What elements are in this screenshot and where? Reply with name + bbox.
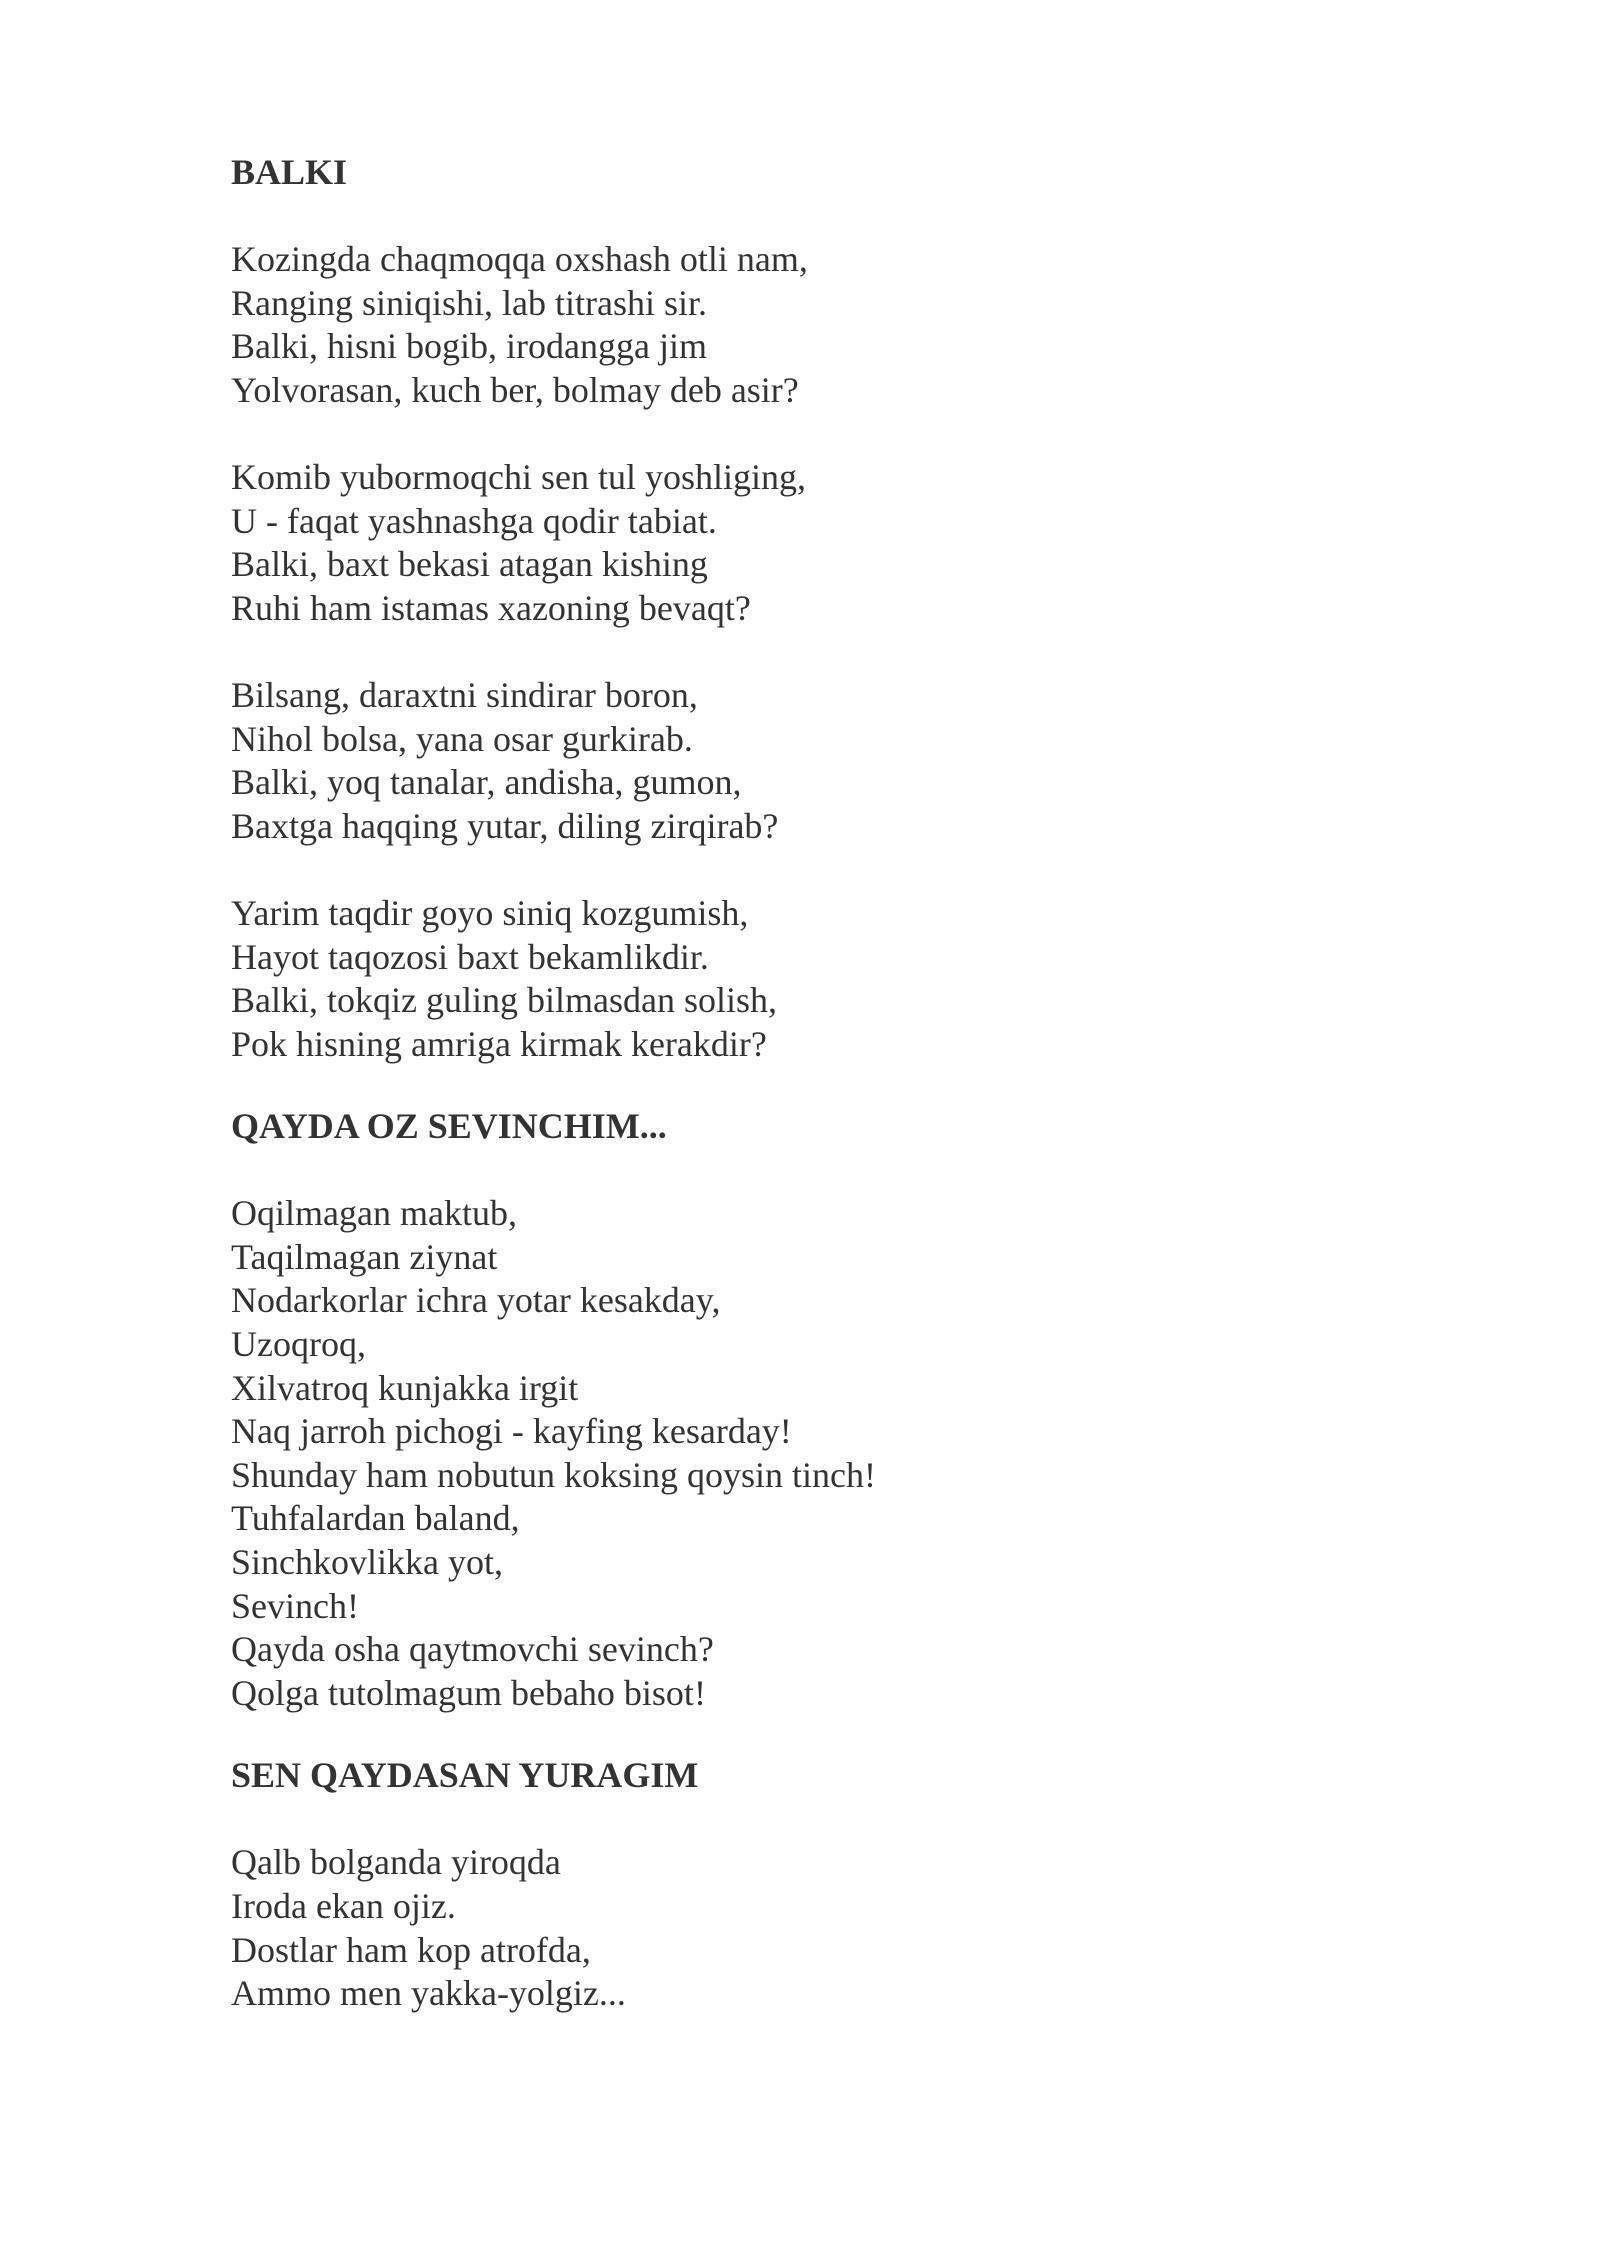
poem-line: Oqilmagan maktub, bbox=[231, 1193, 517, 1234]
poem-line: Balki, tokqiz guling bilmasdan solish, bbox=[231, 980, 777, 1021]
stanza bbox=[231, 674, 1431, 848]
poem-line: Sevinch! bbox=[231, 1585, 359, 1626]
document-page bbox=[231, 150, 1431, 2016]
poem-line: Naq jarroh pichogi - kayfing kesarday! bbox=[231, 1411, 792, 1452]
stanza bbox=[231, 1192, 1431, 1715]
poem-line: Iroda ekan ojiz. bbox=[231, 1886, 456, 1926]
poem-line: Bilsang, daraxtni sindirar boron, bbox=[231, 674, 698, 715]
stanza bbox=[231, 1841, 1431, 2015]
poem-line: Xilvatroq kunjakka irgit bbox=[231, 1367, 579, 1408]
poem-line: Hayot taqozosi baxt bekamlikdir. bbox=[231, 936, 709, 977]
poem-line: Taqilmagan ziynat bbox=[231, 1236, 498, 1277]
poem-title: QAYDA OZ SEVINCHIM... bbox=[231, 1106, 667, 1147]
poem-line: Nodarkorlar ichra yotar kesakday, bbox=[231, 1280, 721, 1321]
poem-line: U - faqat yashnashga qodir tabiat. bbox=[231, 500, 717, 541]
poem-qayda-oz-sevinchim bbox=[231, 1104, 1431, 1715]
poem-line: Qayda osha qaytmovchi sevinch? bbox=[231, 1629, 714, 1670]
poem-line: Ruhi ham istamas xazoning bevaqt? bbox=[231, 587, 751, 628]
poem-line: Komib yubormoqchi sen tul yoshliging, bbox=[231, 456, 806, 497]
stanza bbox=[231, 238, 1431, 412]
poem-line: Kozingda chaqmoqqa oxshash otli nam, bbox=[231, 239, 808, 279]
poem-line: Sinchkovlikka yot, bbox=[231, 1542, 503, 1583]
poem-line: Shunday ham nobutun koksing qoysin tinch! bbox=[231, 1454, 876, 1495]
poem-line: Pok hisning amriga kirmak kerakdir? bbox=[231, 1023, 767, 1064]
poem-line: Dostlar ham kop atrofda, bbox=[231, 1929, 591, 1970]
stanza bbox=[231, 892, 1431, 1066]
poem-line: Ammo men yakka-yolgiz... bbox=[231, 1973, 626, 2014]
poem-line: Qalb bolganda yiroqda bbox=[231, 1842, 561, 1883]
stanza bbox=[231, 456, 1431, 630]
poem-line: Uzoqroq, bbox=[231, 1324, 366, 1365]
poem-line: Baxtga haqqing yutar, diling zirqirab? bbox=[231, 805, 779, 846]
poem-line: Qolga tutolmagum bebaho bisot! bbox=[231, 1672, 706, 1713]
poem-sen-qaydasan-yuragim bbox=[231, 1753, 1431, 2015]
poem-line: Balki, baxt bekasi atagan kishing bbox=[231, 544, 708, 585]
poem-title: SEN QAYDASAN YURAGIM bbox=[231, 1755, 699, 1796]
poem-line: Yolvorasan, kuch ber, bolmay deb asir? bbox=[231, 369, 799, 410]
poem-balki bbox=[231, 150, 1431, 1066]
poem-line: Balki, hisni bogib, irodangga jim bbox=[231, 326, 707, 367]
poem-line: Balki, yoq tanalar, andisha, gumon, bbox=[231, 762, 742, 803]
poem-line: Nihol bolsa, yana osar gurkirab. bbox=[231, 718, 693, 759]
poem-line: Tuhfalardan baland, bbox=[231, 1498, 520, 1539]
poem-title: BALKI bbox=[231, 152, 348, 192]
poem-line: Yarim taqdir goyo siniq kozgumish, bbox=[231, 892, 749, 933]
poem-line: Ranging siniqishi, lab titrashi sir. bbox=[231, 282, 707, 323]
